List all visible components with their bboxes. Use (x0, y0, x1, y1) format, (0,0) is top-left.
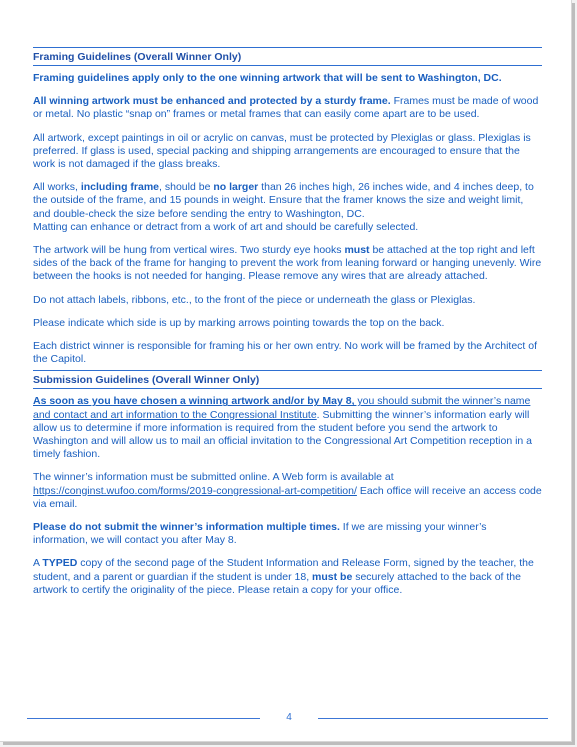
framing-p4-must: must (344, 244, 370, 257)
submission-paragraph-2 (33, 471, 542, 511)
framing-p4-a: The artwork will be hung from vertical wires. Two sturdy eye hooks (33, 244, 345, 257)
framing-p3-matting: Matting can enhance or detract from a work of art and should be carefully selected. (33, 220, 419, 233)
framing-paragraph-2: All artwork, except paintings in oil or acrylic on canvas, must be protected by Plexiglas or glass. Plexiglas is preferred. If glass is used, special packing and shipping arrangements are encouraged to ensure that the work is not damaged if the glass breaks. (33, 131, 531, 171)
submission-guidelines-heading: Submission Guidelines (Overall Winner Only) (33, 371, 542, 389)
footer-rule-left (27, 718, 260, 719)
submission-p4-e: securely attached to the back of the artwork to certify the originality of the piece. Please retain a copy for your office. (33, 570, 521, 596)
framing-guidelines-heading: Framing Guidelines (Overall Winner Only) (33, 48, 542, 66)
framing-paragraph-3 (33, 181, 542, 234)
submission-p4-a: A (33, 557, 43, 570)
framing-p3-including-frame: including frame (80, 181, 160, 194)
page-content (33, 47, 542, 597)
submission-p4-c: copy of the second page of the Student Information and Release Form, signed by the teacher, the student, and a parent or guardian if the student is under 18, (33, 557, 534, 583)
framing-intro (33, 72, 542, 85)
submission-p2-rest: Each office will receive an access code via email. (33, 484, 542, 510)
framing-intro-text: Framing guidelines apply only to the one winning artwork that will be sent to Washington, DC. (33, 72, 502, 84)
framing-p1-rest: Frames must be made of wood or metal. No plastic “snap on” frames or metal frames that can easily come apart are to be used. (33, 95, 539, 121)
framing-p3-a: All works, (33, 181, 81, 194)
submission-p1-bold: As soon as you have chosen a winning artwork and/or by May 8, (33, 395, 355, 408)
framing-paragraph-1 (33, 95, 542, 121)
submission-paragraph-1 (33, 395, 542, 461)
page-number: 4 (286, 712, 292, 723)
web-form-link[interactable]: https://conginst.wufoo.com/forms/2019-congressional-art-competition/ (33, 484, 357, 497)
submission-p3-rest: If we are missing your winner’s information, we will contact you after May 8. (33, 521, 487, 547)
footer-rule-right (318, 718, 548, 719)
framing-p4-c: be attached at the top right and left sides of the back of the frame for hanging to prevent the work from leaning forward or hanging unevenly. Wire between the hooks is not needed for hanging. Please remove any wires that are already attached. (33, 244, 542, 283)
submission-p1-rest: . Submitting the winner’s information early will allow us to determine if more information is required from the student before you send the artwork to Washington and will allow us to mail an official invitation to the Congressional Art Competition reception in a timely fashion. (33, 408, 533, 461)
submission-paragraph-3 (33, 521, 542, 547)
framing-paragraph-6: Please indicate which side is up by marking arrows pointing towards the top on the back. (33, 316, 445, 329)
framing-paragraph-4 (33, 244, 542, 284)
submission-p1-underlined: you should submit the winner’s name and contact and art information to the Congressional Institute (33, 395, 531, 421)
submission-paragraph-4 (33, 557, 542, 597)
framing-p3-c: , should be (159, 181, 214, 194)
framing-p3-e: than 26 inches high, 26 inches wide, and 4 inches deep, to the outside of the frame, and 15 pounds in weight. Ensure that the framer knows the size and weight limit, and double-check the size before sending the entry to Washington, DC. (33, 181, 534, 220)
framing-paragraph-7: Each district winner is responsible for framing his or her own entry. No work will be framed by the Architect of the Capitol. (33, 340, 538, 366)
framing-p3-no-larger: no larger (213, 181, 259, 194)
submission-p3-bold: Please do not submit the winner’s information multiple times. (33, 521, 340, 534)
submission-p4-must-be: must be (312, 570, 353, 583)
framing-p1-bold: All winning artwork must be enhanced and protected by a sturdy frame. (33, 95, 391, 108)
submission-p2-a: The winner’s information must be submitted online. A Web form is available at (33, 471, 394, 484)
page-footer (27, 712, 547, 726)
submission-p4-typed: TYPED (42, 557, 78, 570)
framing-paragraph-5: Do not attach labels, ribbons, etc., to the front of the piece or underneath the glass or Plexiglas. (33, 293, 476, 306)
